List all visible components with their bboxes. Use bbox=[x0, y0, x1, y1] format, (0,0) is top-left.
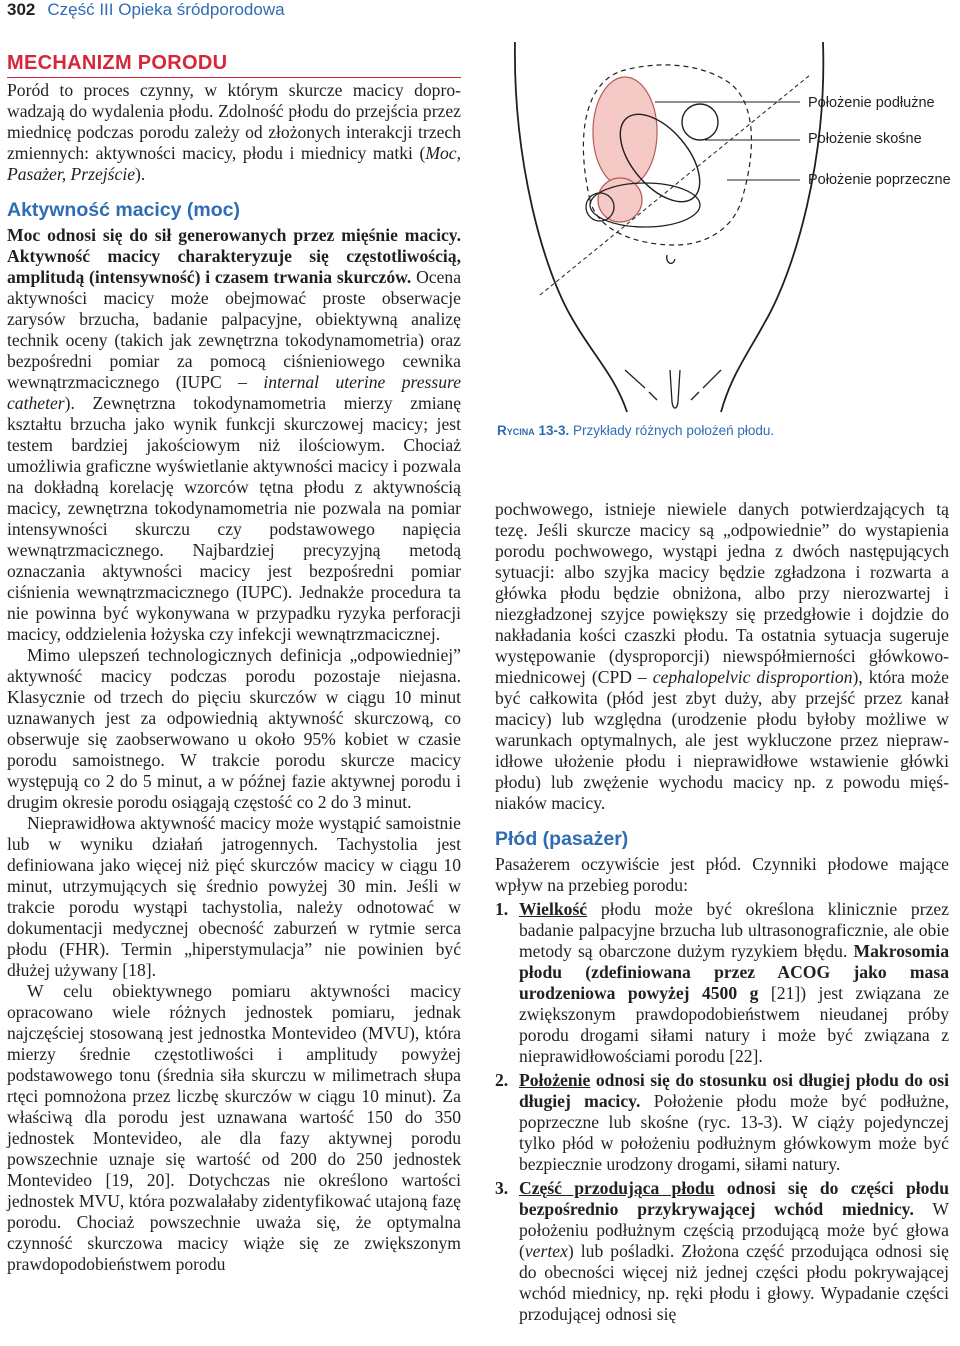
intro-paragraph bbox=[7, 80, 461, 185]
list-bold: Makrosomia płodu (zdefiniowana przez ACOG jako masa urodzeniowa powyżej 4500 g bbox=[519, 941, 949, 1003]
list-text: płodu może być określona klinicznie przez badanie palpacyjne brzucha lub ultrasonograficznie, ale obie metody są obarczone dużym ryzykiem błędu. bbox=[519, 899, 949, 961]
running-head bbox=[7, 0, 285, 20]
part-title: Część III Opieka śródporodowa bbox=[47, 0, 285, 19]
cpd-text-2: ), która może być całkowita (płód jest zbyt duży, aby przejść przez kanał macicy) lub względna (urodzenie płodu byłoby możliwe w warunkach optymalnych, ale jest wykluczone przez nieprawidłowe ułożenie płodu i nieprawidłowe wstawienie główki płodu) lub zwężenie wychodu macicy np. z powodu mięśniaków macicy. bbox=[495, 667, 949, 813]
label-transverse: Położenie poprzeczne bbox=[808, 172, 951, 188]
list-item bbox=[495, 1070, 949, 1175]
power-text: Ocena aktywności macicy może obejmować proste obserwacje zarysów brzucha, badanie palpacyjne, obiektywną analizę technik oceny (takich jak zewnętrzna tokodynamometria) oraz bezpośredni pomiar za pomocą ciśnieniowego cewnika wewnątrzmacicznego (IUPC – bbox=[7, 267, 462, 392]
figure-caption bbox=[497, 423, 774, 438]
list-item bbox=[495, 899, 949, 1067]
left-column bbox=[7, 51, 461, 1275]
paragraph-cpd bbox=[495, 499, 949, 814]
list-term: Wielkość bbox=[519, 899, 588, 919]
iupc-term: internal uterine pressure catheter bbox=[7, 372, 462, 413]
cpd-text: pochwowego, istnieje niewiele danych potwierdzających tą tezę. Jeśli skurcze macicy są „odpowiednie” do wystapienia porodu pochwowego, wystąpi jedna z dwóch następujących sytuacji: albo szyjka macicy będzie zgładzona i rozwarta a główka płodu będzie obniżona, albo przy nierozwartej i niezgładzonej szyjce powiększy się przedgłowie i dojdzie do nakładania kości czaszki płodu. Ta ostatnia sytuacja sugeruje występowanie (dysproporcji) niewspółmierności główkowo-miednicowej (CPD – bbox=[495, 499, 949, 687]
list-bold: odnosi się do stosunku osi długiej płodu do osi długiej macicy. bbox=[519, 1070, 949, 1111]
list-number: 2. bbox=[495, 1070, 509, 1090]
list-term: Część przodująca płodu bbox=[519, 1178, 715, 1198]
list-italic: vertex bbox=[524, 1241, 568, 1261]
intro-italic: Moc, Pasażer, Przejście bbox=[7, 143, 461, 184]
caption-id: Rycina 13-3. bbox=[497, 423, 570, 438]
right-column bbox=[495, 499, 949, 1328]
paragraph-tachysystole: Nieprawidłowa aktywność macicy może wystąpić samoistnie lub w wyniku działań jatrogennych. Tachystolia jest definiowana jako więcej niż pięć skurczów macicy w ciągu 10 minut, utrzymujących się średnio powyżej 30 min. Jeśli w trakcie porodu wystąpi tachystolia, należy odnotować w dokumentacji medycznej obecność zaburzeń w rytmie serca płodu (FHR). Termin „hiperstymulacja” nie powinien być dłużej używany [18]. bbox=[7, 813, 461, 980]
intro-tail: ). bbox=[135, 164, 146, 184]
caption-text: Przykłady różnych położeń płodu. bbox=[569, 423, 775, 438]
power-text-2: ). Zewnętrzna tokodynamometria mierzy zmianę kształtu brzucha jako wynik funkcji skurczowej macicy; jest testem bardziej jakościowym niż ilościowym. Chociaż umożliwia graficzne wyświetlanie aktywności macicy i pozwala na dokładną korelację wzorców tętna płodu z aktywnością macicy, zewnętrzna tokodynamometria nie pozwala na pomiar intensywności skurczu czy podstawowego napięcia wewnątrzmacicznego. Najbardziej precyzyjną metodą oznaczania aktywności macicy jest bezpośredni pomiar ciśnienia wewnątrzmacicznego (IUPC). Jednakże procedura ta nie powinna być wykonywana w przypadku ryzyka perforacji macicy, oddzielenia łożyska czy infekcji wewnątrzmacicznej. bbox=[7, 393, 461, 644]
subheading-fetus: Płód (pasażer) bbox=[495, 828, 629, 850]
list-text: W położeniu podłużnym częścią przodującą może być głowa ( bbox=[519, 1199, 950, 1261]
intro-text: Poród to proces czynny, w którym skurcze macicy doprowadzają do wydalenia płodu. Zdolność płodu do przejścia przez miednicę podczas porodu zależy od złożonych interakcji trzech zmiennych: aktywności macicy, płodu i miednicy matki ( bbox=[7, 80, 461, 163]
paragraph-power bbox=[7, 225, 461, 645]
paragraph-montevideo: W celu obiektywnego pomiaru aktywności macicy opracowano wiele różnych jednostek pomiaru, jednak najczęściej stosowaną jest jednostka Montevideo (MVU), która mierzy średnie częstotliwości i amplitudy powyżej podstawowego tonu (średnia siła skurczu w milimetrach słupa rtęci pomnożona przez liczbę skurczów w ciągu 10 minut). Za właściwą dla porodu jest uznawana wartość 150 do 350 jednostek Montevideo, ale dla fazy aktywnej porodu powszechnie uznaje się wartość od 200 do 250 jednostek Montevideo [19, 20]. Dotychczas nie określono wartości jednostek MVU, która pozwalałaby zidentyfikować utajoną fazę porodu. Chociaż powszechnie uważa się, że optymalna czynność skurczowa macicy wiąże się ze zwiększonym prawdopodobieństwem porodu bbox=[7, 981, 461, 1274]
power-bold: Moc odnosi się do sił generowanych przez mięśnie macicy. Aktywność macicy charakteryzuje się częstotliwością, amplitudą (intensywność) i czasem trwania skurczów. bbox=[7, 225, 461, 287]
list-number: 1. bbox=[495, 899, 509, 919]
paragraph-passenger: Pasażerem oczywiście jest płód. Czynniki płodowe mające wpływ na przebieg porodu: bbox=[495, 854, 949, 895]
list-text-2: [21]) jest związana ze zwiększonym prawdopodobieństwem nieudanej próby porodu drogami siłami natury i może być związana z nieprawidłowościami porodu [22]. bbox=[519, 983, 949, 1066]
label-longitudinal: Położenie podłużne bbox=[808, 95, 935, 111]
section-title: MECHANIZM PORODU bbox=[7, 51, 461, 78]
list-number: 3. bbox=[495, 1178, 509, 1198]
figure-fetal-lie bbox=[495, 40, 955, 440]
paragraph-adequate-activity: Mimo ulepszeń technologicznych definicja „odpowiedniej” aktywność macicy podczas porodu pozostaje niejasna. Klasycznie od trzech do pięciu skurczów w ciągu 10 minut uznawanych jest za odpowiednią aktywność skurczową, co obserwuje się zaobserwowano u około 95% kobiet w czasie porodu samoistnego. W trakcie porodu skurcze macicy występują co 2 do 5 minut, a w późnej fazie aktywnej porodu i drugim okresie porodu osiągają częstość co 2 do 3 minut. bbox=[7, 645, 461, 812]
list-text: Położenie płodu może być podłużne, poprzeczne lub skośne (ryc. 13-3). W ciąży pojedynczej tylko płód w położeniu podłużnym główkowym może być bezpiecznie urodzony drogami, siłami natury. bbox=[519, 1091, 949, 1174]
list-text-2: ) lub pośladki. Złożona część przodująca odnosi się do obecności więcej niż jednej części płodu pokrywającej wchód miednicy, np. ręki płodu i głowy. Wypadanie części przodującej odnosi się bbox=[519, 1241, 949, 1324]
list-term: Położenie bbox=[519, 1070, 591, 1090]
label-oblique: Położenie skośne bbox=[808, 131, 922, 147]
subheading-uterine-activity: Aktywność macicy (moc) bbox=[7, 199, 241, 221]
list-item bbox=[495, 1178, 949, 1325]
fetal-factors-list bbox=[495, 899, 949, 1325]
page-number: 302 bbox=[7, 0, 36, 19]
list-bold: odnosi się do części płodu bezpośrednio przykrywającej wchód miednicy. bbox=[519, 1178, 949, 1219]
cpd-term: cephalopelvic disproportion bbox=[652, 667, 853, 687]
